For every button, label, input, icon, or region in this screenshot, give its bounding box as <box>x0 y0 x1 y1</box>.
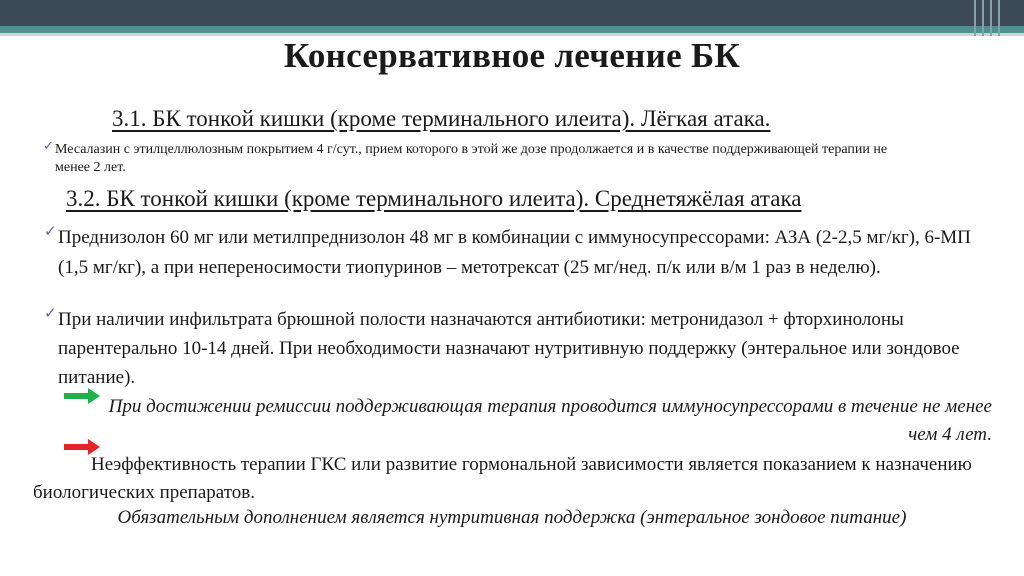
remission-note: При достижении ремиссии поддерживающая терапия проводится иммуносупрессорами в течение не менее чем 4 лет. <box>108 396 992 445</box>
section-heading-3-2: 3.2. БК тонкой кишки (кроме терминального илеита). Среднетяжёлая атака <box>66 186 802 211</box>
corner-decoration <box>964 0 1024 36</box>
bullet-prednisolone: Преднизолон 60 мг или метилпреднизолон 48 мг в комбинации с иммуносупрессорами: АЗА (2-2,5 мг/кг), 6-МП (1,5 мг/кг), а при непереносимости тиопуринов – метотрексат (25 мг/нед. п/к или в/м 1 раз в неделю). <box>58 227 971 278</box>
bullet-infiltrate: При наличии инфильтрата брюшной полости назначаются антибиотики: метронидазол + фторхинолоны парентерально 10-14 дней. При необходимости назначают нутритивную поддержку (энтеральное или зондовое питание). <box>58 309 960 388</box>
header-accent-stripe <box>0 26 1024 33</box>
green-arrow-right-icon <box>64 388 100 404</box>
header-bar <box>0 0 1024 26</box>
checkmark-icon: ✓ <box>44 222 57 240</box>
slide-title: Консервативное лечение БК <box>283 36 741 75</box>
gks-note-text: Неэффективность терапии ГКС или развитие гормональной зависимости является показанием к назначению биологических препаратов. <box>33 454 972 503</box>
gks-ineffectiveness-note <box>33 451 993 507</box>
nutritional-support-note: Обязательным дополнением является нутритивная поддержка (энтеральное зондовое питание) <box>117 507 907 528</box>
bullet-mesalazine: Месалазин с этилцеллюлозным покрытием 4 г/сут., прием которого в этой же дозе продолжается и в качестве поддерживающей терапии не менее 2 лет. <box>55 142 888 175</box>
section-heading-3-1: 3.1. БК тонкой кишки (кроме терминального илеита). Лёгкая атака. <box>112 106 771 131</box>
checkmark-icon: ✓ <box>44 304 57 322</box>
checkmark-icon: ✓ <box>43 139 54 154</box>
